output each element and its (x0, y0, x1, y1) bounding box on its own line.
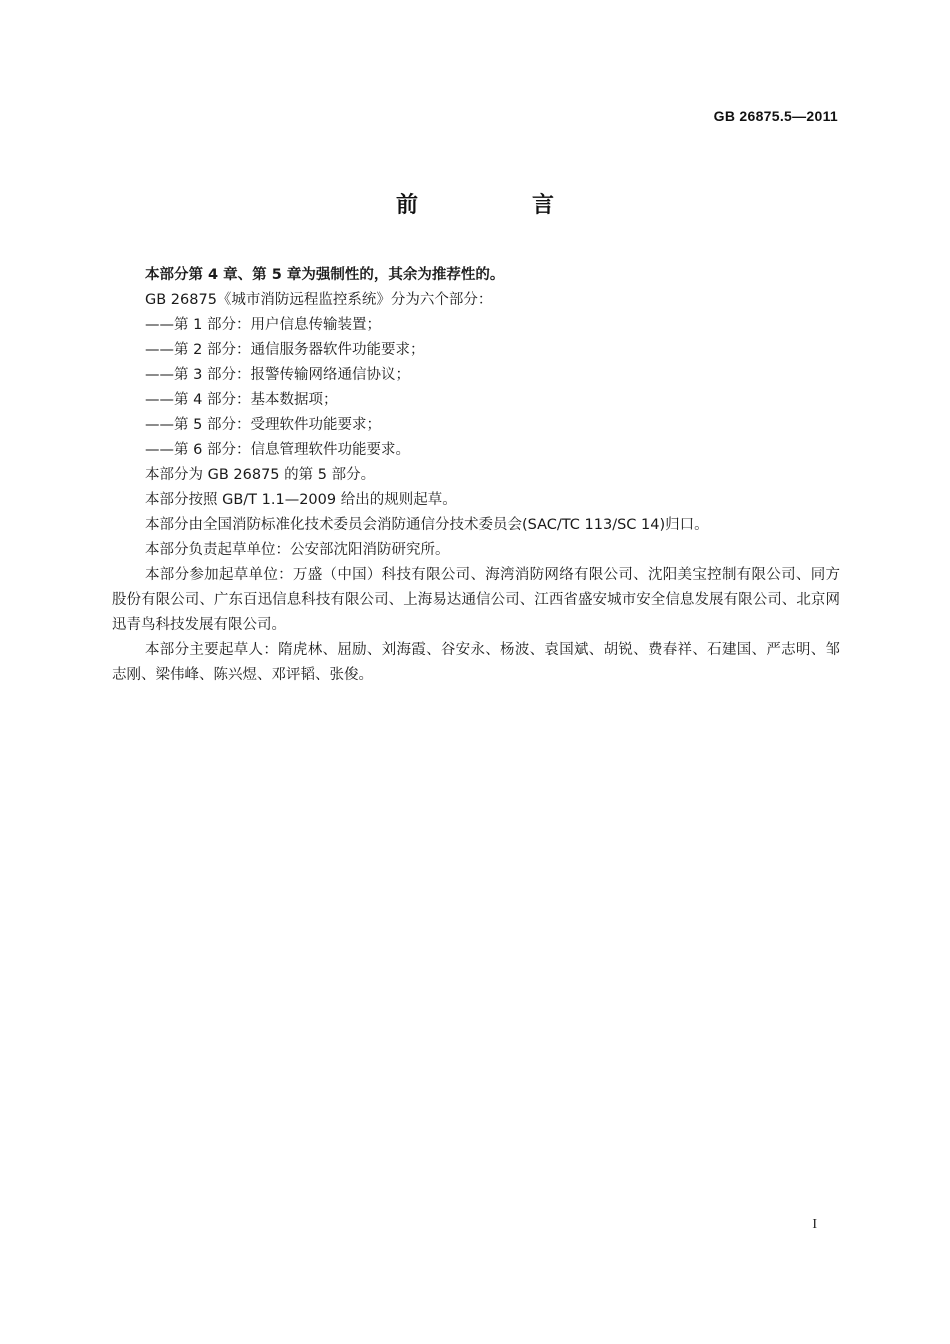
paragraph-participating-units: 本部分参加起草单位：万盛（中国）科技有限公司、海湾消防网络有限公司、沈阳美宝控制有限公司、同方股份有限公司、广东百迅信息科技有限公司、上海易达通信公司、江西省盛安城市安全信息发展有限公司、北京网迅青鸟科技发展有限公司。 (112, 567, 840, 633)
paragraph-committee: 本部分由全国消防标准化技术委员会消防通信分技术委员会(SAC/TC 113/SC 14)归口。 (145, 517, 709, 533)
paragraph-drafting-rules: 本部分按照 GB/T 1.1—2009 给出的规则起草。 (145, 492, 457, 508)
paragraph-part-statement: 本部分为 GB 26875 的第 5 部分。 (145, 467, 376, 483)
list-item-part-1: ——第 1 部分：用户信息传输装置； (145, 317, 381, 333)
page-number: I (812, 1217, 817, 1232)
list-item-part-5: ——第 5 部分：受理软件功能要求； (145, 417, 381, 433)
paragraph-parts-intro: GB 26875《城市消防远程监控系统》分为六个部分： (145, 292, 493, 308)
paragraph-main-drafters: 本部分主要起草人：隋虎林、屈励、刘海霞、谷安永、杨波、袁国斌、胡锐、费春祥、石建国、严志明、邹志刚、梁伟峰、陈兴煜、邓评韬、张俊。 (112, 642, 840, 683)
list-item-part-2: ——第 2 部分：通信服务器软件功能要求； (145, 342, 425, 358)
paragraph-responsible-unit: 本部分负责起草单位：公安部沈阳消防研究所。 (145, 542, 450, 558)
body-text (112, 263, 840, 688)
list-item-part-6: ——第 6 部分：信息管理软件功能要求。 (145, 442, 410, 458)
standard-code: GB 26875.5—2011 (713, 108, 838, 124)
paragraph-mandatory-note: 本部分第 4 章、第 5 章为强制性的，其余为推荐性的。 (145, 267, 505, 283)
list-item-part-4: ——第 4 部分：基本数据项； (145, 392, 338, 408)
page-title: 前 言 (395, 193, 600, 218)
list-item-part-3: ——第 3 部分：报警传输网络通信协议； (145, 367, 410, 383)
